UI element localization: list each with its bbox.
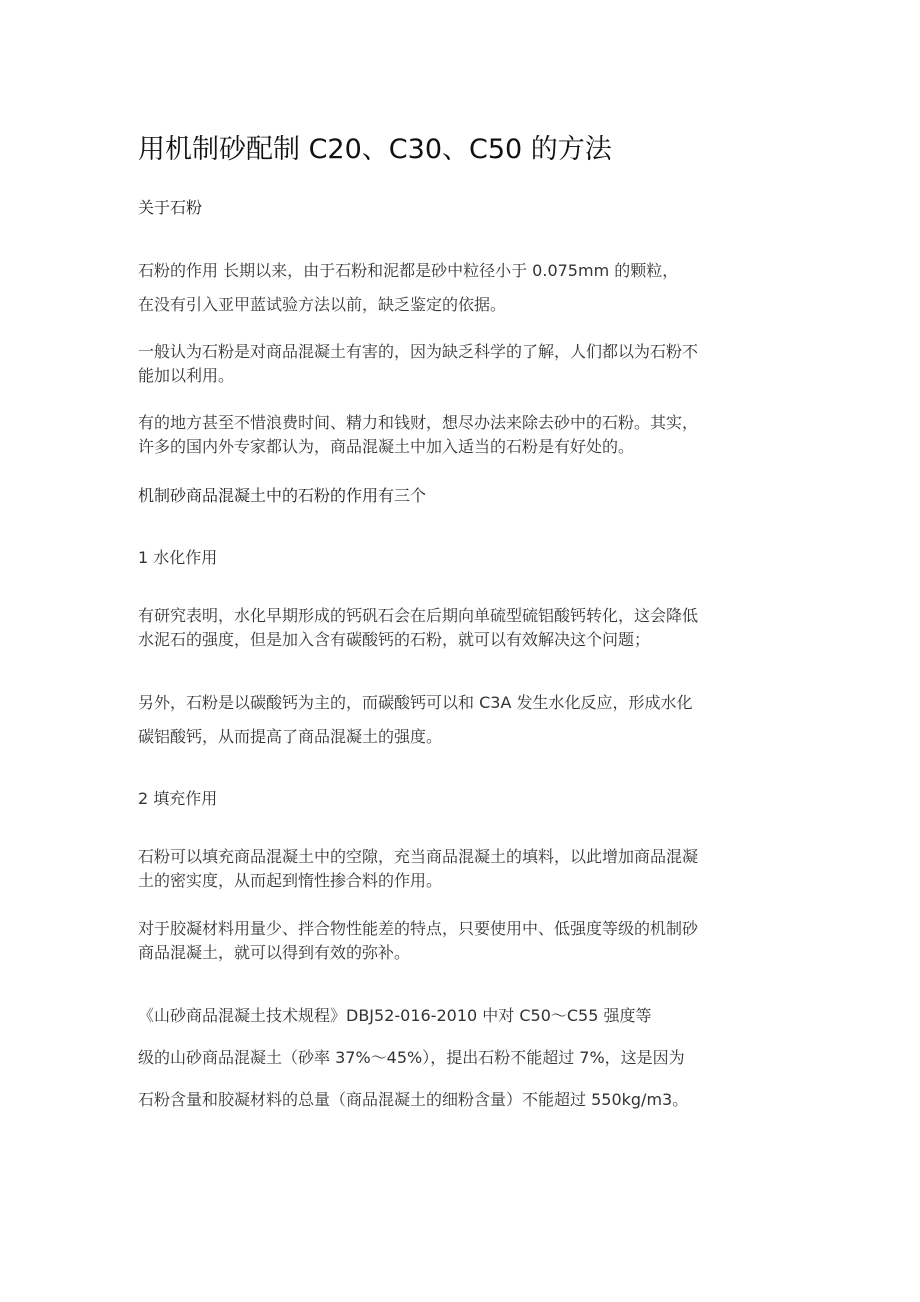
section-heading-three-roles: 机制砂商品混凝土中的石粉的作用有三个 xyxy=(138,486,427,505)
item-heading-hydration: 1 水化作用 xyxy=(138,548,218,567)
paragraph-line: 另外，石粉是以碳酸钙为主的，而碳酸钙可以和 C3A 发生水化反应，形成水化 xyxy=(138,693,693,712)
paragraph-role-2 xyxy=(138,340,788,388)
paragraph-filling-3 xyxy=(138,995,788,1121)
paragraph-line: 对于胶凝材料用量少、拌合物性能差的特点，只要使用中、低强度等级的机制砂 xyxy=(138,919,699,938)
item-heading-filling: 2 填充作用 xyxy=(138,789,218,808)
paragraph-hydration-1 xyxy=(138,604,788,652)
paragraph-line: 石粉可以填充商品混凝土中的空隙，充当商品混凝土的填料，以此增加商品混凝 xyxy=(138,847,699,866)
paragraph-line: 石粉含量和胶凝材料的总量（商品混凝土的细粉含量）不能超过 550kg/m3。 xyxy=(138,1090,689,1109)
paragraph-line: 碳铝酸钙，从而提高了商品混凝土的强度。 xyxy=(138,727,443,746)
paragraph-line: 《山砂商品混凝土技术规程》DBJ52-016-2010 中对 C50～C55 强度等 xyxy=(138,1006,652,1025)
paragraph-role-3 xyxy=(138,411,788,459)
paragraph-role-1 xyxy=(138,254,788,322)
paragraph-line: 许多的国内外专家都认为，商品混凝土中加入适当的石粉是有好处的。 xyxy=(138,437,635,456)
paragraph-line: 商品混凝土，就可以得到有效的弥补。 xyxy=(138,943,411,962)
document-title: 用机制砂配制 C20、C30、C50 的方法 xyxy=(138,134,612,165)
paragraph-line: 水泥石的强度，但是加入含有碳酸钙的石粉，就可以有效解决这个问题； xyxy=(138,630,651,649)
paragraph-line: 石粉的作用 长期以来，由于石粉和泥都是砂中粒径小于 0.075mm 的颗粒， xyxy=(138,261,679,280)
paragraph-line: 土的密实度，从而起到惰性掺合料的作用。 xyxy=(138,871,443,890)
paragraph-hydration-2 xyxy=(138,686,788,754)
paragraph-line: 在没有引入亚甲蓝试验方法以前，缺乏鉴定的依据。 xyxy=(138,295,507,314)
paragraph-line: 一般认为石粉是对商品混凝土有害的，因为缺乏科学的了解，人们都以为石粉不 xyxy=(138,342,699,361)
paragraph-line: 有研究表明，水化早期形成的钙矾石会在后期向单硫型硫铝酸钙转化，这会降低 xyxy=(138,606,699,625)
paragraph-line: 级的山砂商品混凝土（砂率 37%～45%），提出石粉不能超过 7%，这是因为 xyxy=(138,1048,685,1067)
section-heading-stone-powder: 关于石粉 xyxy=(138,198,203,217)
paragraph-filling-1 xyxy=(138,845,788,893)
paragraph-line: 能加以利用。 xyxy=(138,366,235,385)
paragraph-filling-2 xyxy=(138,917,788,965)
paragraph-line: 有的地方甚至不惜浪费时间、精力和钱财，想尽办法来除去砂中的石粉。其实， xyxy=(138,413,699,432)
